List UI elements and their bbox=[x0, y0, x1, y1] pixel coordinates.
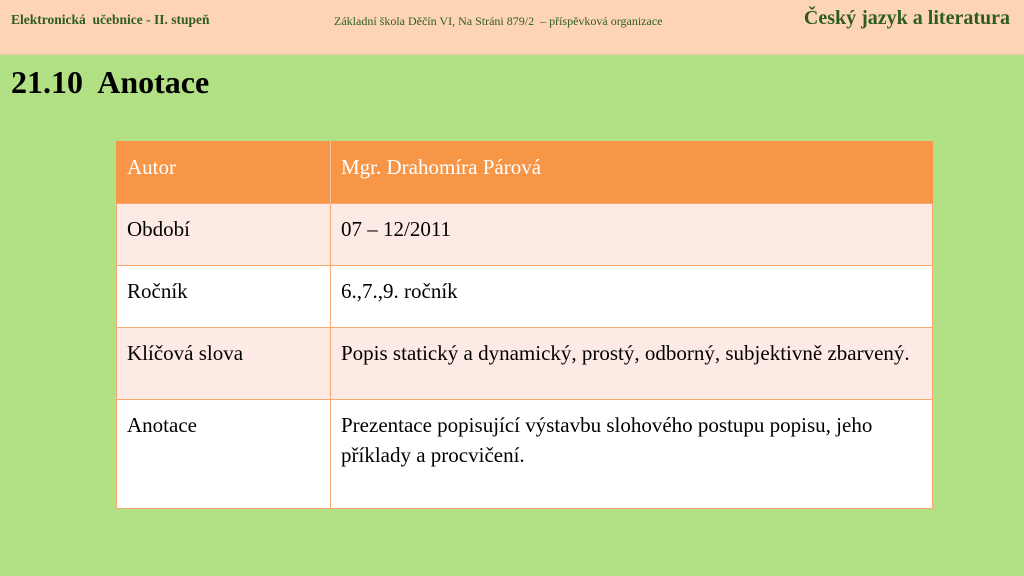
table-cell-label: Anotace bbox=[117, 400, 331, 509]
table-cell-label: Klíčová slova bbox=[117, 328, 331, 400]
table-cell-value: 07 – 12/2011 bbox=[331, 204, 933, 266]
table-cell-value: Mgr. Drahomíra Párová bbox=[331, 142, 933, 204]
annotation-table bbox=[116, 141, 933, 509]
slide-title: 21.10 Anotace bbox=[11, 64, 210, 100]
table-row-grade bbox=[117, 266, 933, 328]
table-cell-value: Prezentace popisující výstavbu slohového postupu popisu, jeho příklady a procvičení. bbox=[331, 400, 933, 509]
table-cell-label: Autor bbox=[117, 142, 331, 204]
table-cell-value: Popis statický a dynamický, prostý, odborný, subjektivně zbarvený. bbox=[331, 328, 933, 400]
header-textbook-label: Elektronická učebnice - II. stupeň bbox=[11, 12, 210, 27]
header-subject-label: Český jazyk a literatura bbox=[803, 7, 1010, 29]
header-bar bbox=[0, 0, 1024, 55]
table-cell-label: Období bbox=[117, 204, 331, 266]
table-row-period bbox=[117, 204, 933, 266]
table-cell-label: Ročník bbox=[117, 266, 331, 328]
table-row-annotation bbox=[117, 400, 933, 509]
table-row-author bbox=[117, 142, 933, 204]
table-row-keywords bbox=[117, 328, 933, 400]
table-cell-value: 6.,7.,9. ročník bbox=[331, 266, 933, 328]
header-school-label: Základní škola Děčín VI, Na Stráni 879/2 – příspěvková organizace bbox=[334, 14, 663, 28]
